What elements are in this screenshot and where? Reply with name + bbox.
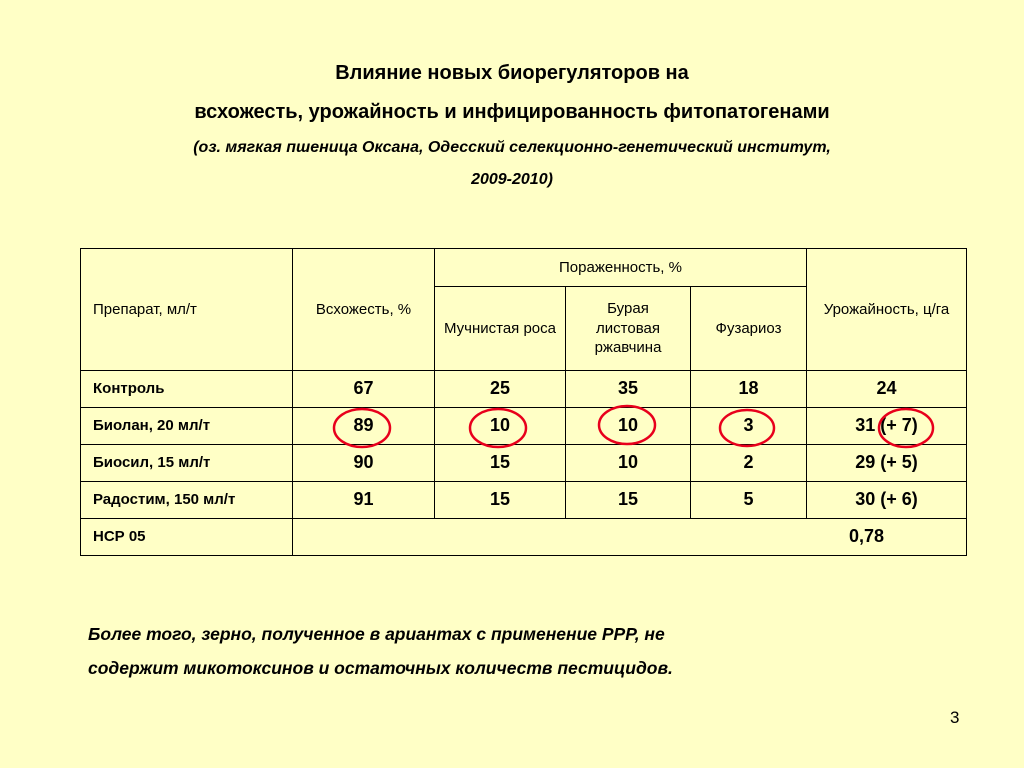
cell-mildew: 15 bbox=[435, 482, 566, 519]
note-line-1: Более того, зерно, полученное в ариантах с применение РРР, не bbox=[88, 624, 665, 644]
cell-fusarium: 18 bbox=[691, 371, 807, 408]
row-label: Контроль bbox=[81, 371, 293, 408]
cell-fusarium: 3 bbox=[691, 408, 807, 445]
cell-yield: 24 bbox=[807, 371, 967, 408]
cell-rust: 35 bbox=[566, 371, 691, 408]
header-brown-rust: Бурая листовая ржавчина bbox=[566, 287, 691, 371]
row-label: Радостим, 150 мл/т bbox=[81, 482, 293, 519]
cell-germination: 90 bbox=[293, 445, 435, 482]
cell-mildew: 10 bbox=[435, 408, 566, 445]
cell-mildew: 15 bbox=[435, 445, 566, 482]
slide-title-line-2: всхожесть, урожайность и инфицированность фитопатогенами bbox=[194, 101, 830, 123]
cell-rust: 10 bbox=[566, 408, 691, 445]
header-fusarium: Фузариоз bbox=[691, 287, 807, 371]
cell-lsd-value: 0,78 bbox=[293, 519, 967, 556]
header-damage: Пораженность, % bbox=[435, 249, 807, 287]
cell-fusarium: 5 bbox=[691, 482, 807, 519]
table-row bbox=[81, 371, 967, 408]
slide-subtitle-line-2: 2009-2010) bbox=[471, 171, 553, 188]
cell-rust: 10 bbox=[566, 445, 691, 482]
header-mildew: Мучнистая роса bbox=[435, 287, 566, 371]
table-row bbox=[81, 445, 967, 482]
cell-yield: 31 (+ 7) bbox=[807, 408, 967, 445]
row-label: НСР 05 bbox=[81, 519, 293, 556]
table-row bbox=[81, 482, 967, 519]
cell-germination: 89 bbox=[293, 408, 435, 445]
cell-yield: 30 (+ 6) bbox=[807, 482, 967, 519]
table-row bbox=[81, 519, 967, 556]
cell-germination: 91 bbox=[293, 482, 435, 519]
cell-rust: 15 bbox=[566, 482, 691, 519]
cell-yield: 29 (+ 5) bbox=[807, 445, 967, 482]
cell-fusarium: 2 bbox=[691, 445, 807, 482]
row-label: Биолан, 20 мл/т bbox=[81, 408, 293, 445]
table-row bbox=[81, 408, 967, 445]
slide-subtitle-line-1: (оз. мягкая пшеница Оксана, Одесский селекционно-генетический институт, bbox=[193, 139, 831, 156]
header-preparation: Препарат, мл/т bbox=[81, 249, 293, 371]
cell-mildew: 25 bbox=[435, 371, 566, 408]
header-germination: Всхожесть, % bbox=[293, 249, 435, 371]
slide-title-line-1: Влияние новых биорегуляторов на bbox=[335, 62, 689, 84]
results-table bbox=[80, 248, 967, 556]
row-label: Биосил, 15 мл/т bbox=[81, 445, 293, 482]
header-yield: Урожайность, ц/га bbox=[807, 249, 967, 371]
note-line-2: содержит микотоксинов и остаточных количеств пестицидов. bbox=[88, 658, 673, 678]
page-number: 3 bbox=[950, 708, 960, 727]
cell-germination: 67 bbox=[293, 371, 435, 408]
